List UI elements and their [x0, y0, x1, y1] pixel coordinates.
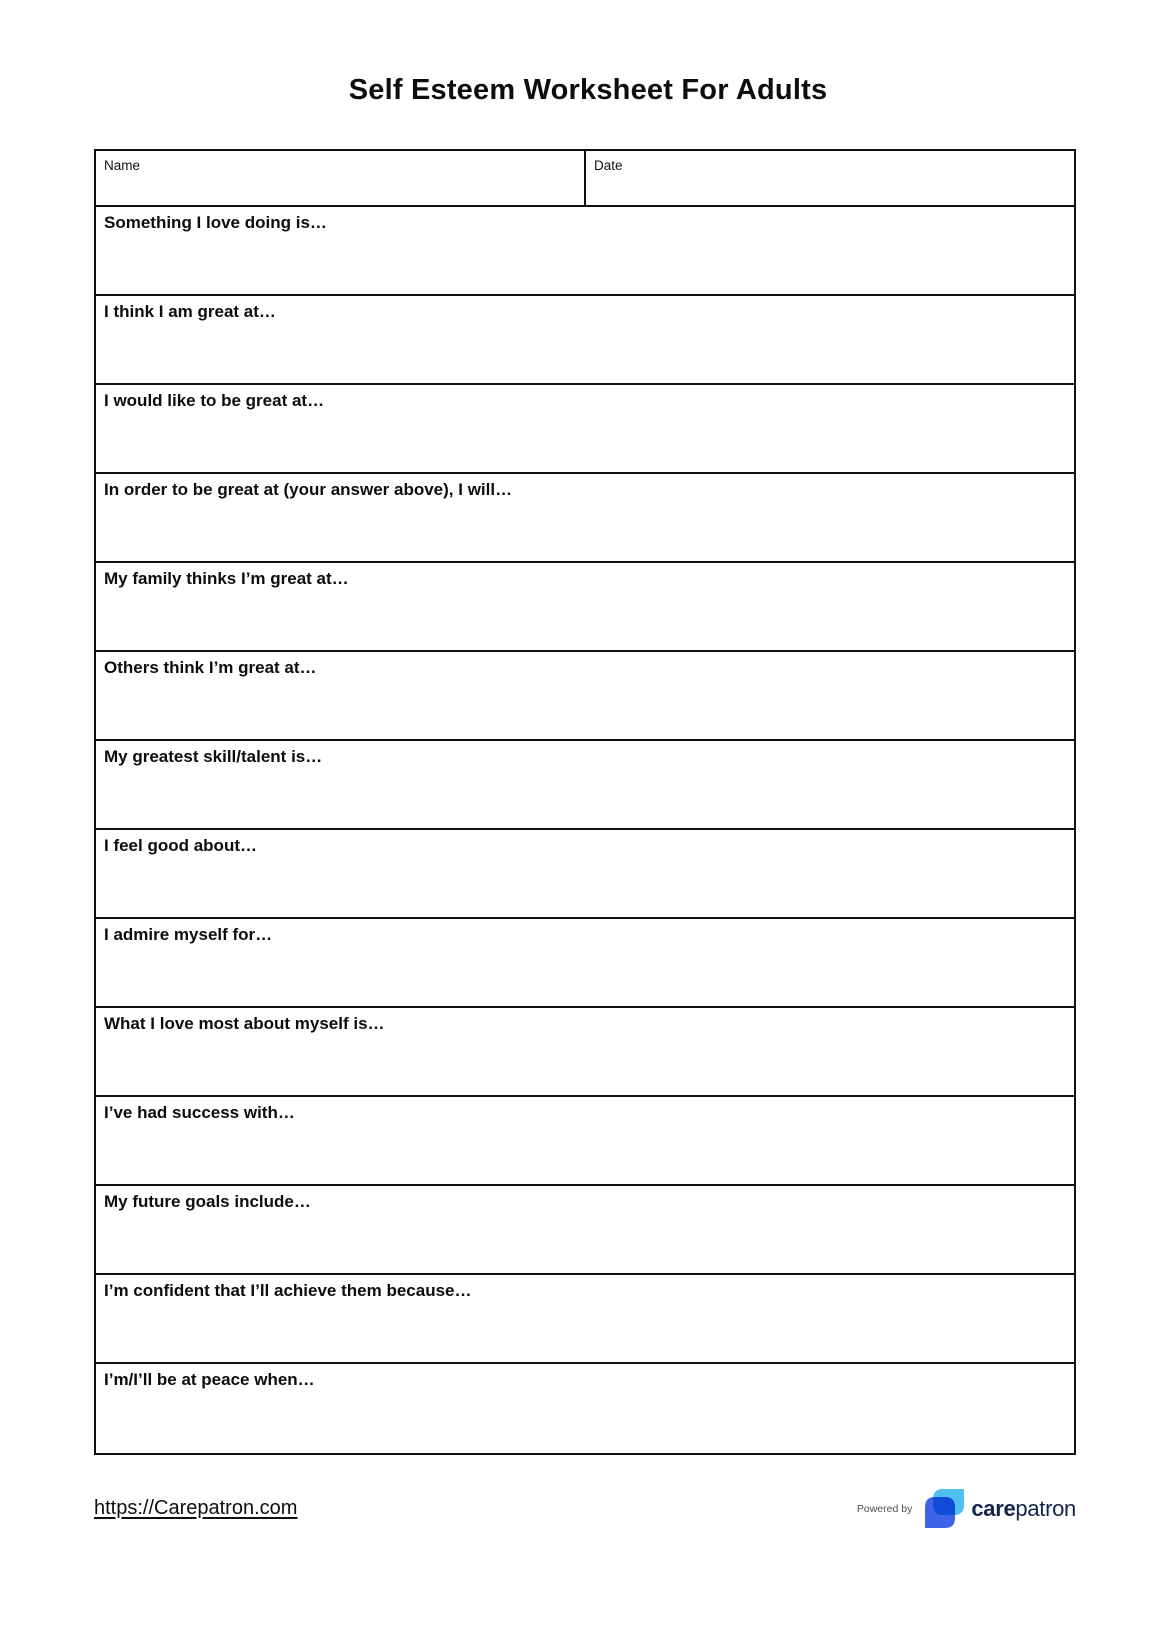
- worksheet-table: [94, 149, 1076, 1455]
- prompt-label: My family thinks I’m great at…: [104, 569, 349, 588]
- prompt-label: I’m confident that I’ll achieve them because…: [104, 1281, 472, 1300]
- worksheet-row: [96, 1186, 1074, 1275]
- worksheet-row: [96, 1275, 1074, 1364]
- answer-area[interactable]: [96, 411, 1074, 472]
- worksheet-row: [96, 919, 1074, 1008]
- prompt-label: I think I am great at…: [104, 302, 276, 321]
- carepatron-wordmark: [971, 1496, 1076, 1522]
- prompt-label: I would like to be great at…: [104, 391, 325, 410]
- answer-area[interactable]: [96, 1301, 1074, 1362]
- date-field[interactable]: [586, 151, 1074, 205]
- page-title: Self Esteem Worksheet For Adults: [348, 74, 828, 106]
- carepatron-logo-icon: [924, 1488, 965, 1529]
- answer-area[interactable]: [96, 589, 1074, 650]
- answer-area[interactable]: [96, 1123, 1074, 1184]
- worksheet-row: [96, 1097, 1074, 1186]
- worksheet-row: [96, 296, 1074, 385]
- prompt-label: My greatest skill/talent is…: [104, 747, 323, 766]
- answer-area[interactable]: [96, 1390, 1074, 1453]
- name-label: Name: [104, 158, 141, 173]
- answer-area[interactable]: [96, 678, 1074, 739]
- answer-area[interactable]: [96, 1034, 1074, 1095]
- prompt-label: Something I love doing is…: [104, 213, 327, 232]
- answer-area[interactable]: [96, 856, 1074, 917]
- name-date-row: [96, 151, 1074, 207]
- date-label: Date: [594, 158, 623, 173]
- prompt-label: I’m/I’ll be at peace when…: [104, 1370, 315, 1389]
- worksheet-row: [96, 830, 1074, 919]
- carepatron-link[interactable]: https://Carepatron.com: [94, 1497, 298, 1519]
- prompt-label: In order to be great at (your answer above), I will…: [104, 480, 513, 499]
- wordmark-care: care: [971, 1495, 1016, 1521]
- worksheet-row: [96, 563, 1074, 652]
- prompt-label: I feel good about…: [104, 836, 257, 855]
- worksheet-row: [96, 207, 1074, 296]
- worksheet-row: [96, 652, 1074, 741]
- answer-area[interactable]: [96, 767, 1074, 828]
- prompt-label: I admire myself for…: [104, 925, 273, 944]
- worksheet-row: [96, 474, 1074, 563]
- wordmark-patron: patron: [1015, 1495, 1076, 1521]
- prompt-label: I’ve had success with…: [104, 1103, 295, 1122]
- worksheet-row: [96, 741, 1074, 830]
- worksheet-row: [96, 1364, 1074, 1453]
- answer-area[interactable]: [96, 322, 1074, 383]
- answer-area[interactable]: [96, 500, 1074, 561]
- carepatron-branding: [857, 1488, 1076, 1529]
- answer-area[interactable]: [96, 945, 1074, 1006]
- prompt-label: My future goals include…: [104, 1192, 311, 1211]
- answer-area[interactable]: [96, 1212, 1074, 1273]
- answer-area[interactable]: [96, 233, 1074, 294]
- prompt-label: Others think I’m great at…: [104, 658, 317, 677]
- worksheet-row: [96, 1008, 1074, 1097]
- prompt-label: What I love most about myself is…: [104, 1014, 385, 1033]
- name-field[interactable]: [96, 151, 586, 205]
- powered-by-label: Powered by: [856, 1502, 913, 1515]
- worksheet-row: [96, 385, 1074, 474]
- page-footer: [94, 1488, 1076, 1529]
